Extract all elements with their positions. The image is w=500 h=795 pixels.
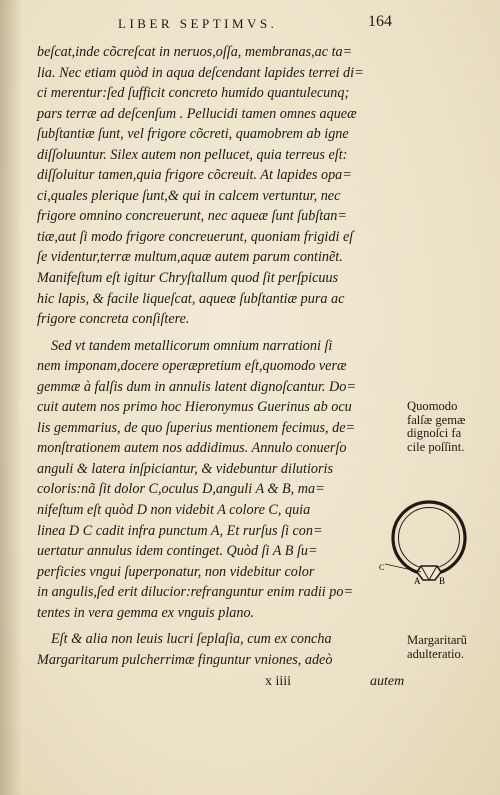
text-line: Sed vt tandem metallicorum omnium narrationi ſi: [51, 337, 333, 354]
text-line: ci,quales plerique ſunt,& qui in calcem vertuntur, nec: [37, 187, 341, 204]
text-line: ci merentur:ſed ſufficit concreto humido quantulecunq;: [37, 85, 350, 102]
label-c: C: [379, 563, 385, 572]
text-line: frigore concreta conſiſtere.: [37, 311, 190, 328]
margin-note-line: dignoſci fa: [407, 426, 462, 440]
text-line: Manifeſtum eſt igitur Chryſtallum quod ſit perſpicuus: [37, 270, 339, 287]
text-line: tentes in vera gemma ex vnguis plano.: [37, 604, 255, 621]
margin-note-line: Quomodo: [407, 399, 458, 413]
page-header: [0, 12, 500, 36]
text-line: Eſt & alia non leuis lucri ſeplaſia, cum ex concha: [51, 631, 332, 648]
margin-note-false-gems: [407, 400, 497, 454]
text-line: monſtrationem autem nos addidimus. Annulo conuerſo: [37, 440, 347, 457]
text-line: nem imponam,docere operæpretium eſt,quomodo veræ: [37, 358, 347, 375]
text-line: anguli & latera inſpiciantur, & videbuntur dilutioris: [37, 460, 333, 477]
text-line: coloris:nã ſit dolor C,oculus D,anguli A & B, ma=: [37, 481, 325, 498]
text-line: ſe videntur,terræ multum,aquæ autem parum continẽt.: [37, 249, 343, 266]
text-line: tiæ,aut ſi modo frigore concreuerunt, quoniam frigidi eſ: [37, 228, 354, 245]
text-line: diſſoluuntur. Silex autem non pellucet, quia terreus eſt:: [37, 146, 348, 163]
text-line: lia. Nec etiam quòd in aqua deſcendant lapides terrei di=: [37, 64, 364, 81]
margin-note-line: falſæ gemæ: [407, 412, 466, 427]
text-line: lis gemmarius, de quo ſuperius mentionem fecimus, de=: [37, 419, 356, 436]
text-line: cuit autem nos primo hoc Hieronymus Guerinus ab ocu: [37, 399, 352, 416]
gutter-shadow: [0, 0, 22, 795]
text-line: frigore omnino concreuerunt, nec aqueæ ſunt ſubſtan=: [37, 208, 347, 225]
margin-note-pearl-adulteration: [407, 634, 497, 661]
label-b: B: [439, 576, 446, 586]
text-line: Margaritarum pulcherrimæ finguntur vniones, adeò: [37, 651, 333, 668]
text-line: nifeſtum eſt quòd D non videbit A colore C, quia: [37, 502, 311, 519]
text-line: gemmæ à falſis dum in annulis latent dignoſcantur. Do=: [37, 378, 356, 395]
running-head: LIBER SEPTIMVS.: [118, 16, 278, 31]
text-line: hic lapis, & facile liqueſcat, aqueæ ſubſtantiæ pura ac: [37, 290, 345, 307]
margin-note-line: adulteratio.: [407, 646, 464, 661]
ring-diagram: [377, 500, 473, 592]
main-text-block: [37, 42, 403, 670]
label-a: A: [414, 576, 421, 586]
text-line: diſſoluitur tamen,quia frigore cõcreuit. At lapides opa=: [37, 167, 352, 184]
ring-inner-edge: [399, 508, 460, 569]
text-line: ſubſtantiæ ſunt, vel frigore cõcreti, quamobrem ab igne: [37, 126, 349, 143]
margin-note-line: cile poſſint.: [407, 439, 465, 454]
text-line: linea D C cadit infra punctum A, Et rurſus ſi con=: [37, 522, 323, 539]
text-line: beſcat,inde cõcreſcat in neruos,oſſa, membranas,ac ta=: [37, 44, 353, 60]
text-line: perficies vngui ſuperponatur, non videbitur color: [37, 563, 315, 580]
page-number: 164: [368, 13, 392, 30]
catchword: autem: [370, 674, 405, 689]
gem-setting-shape: [417, 566, 441, 580]
text-line: in angulis,ſed erit dilucior:refranguntur enim radii po=: [37, 584, 354, 601]
text-line: uertatur annulus idem continget. Quòd ſi A B ſu=: [37, 543, 318, 560]
signature-mark: x iiii: [265, 674, 292, 689]
margin-note-line: Margaritarũ: [407, 633, 467, 647]
text-line: pars terræ ad deſcenſum . Pellucidi tamen omnes aqueæ: [37, 105, 357, 122]
ring-outer-band: [393, 502, 465, 574]
